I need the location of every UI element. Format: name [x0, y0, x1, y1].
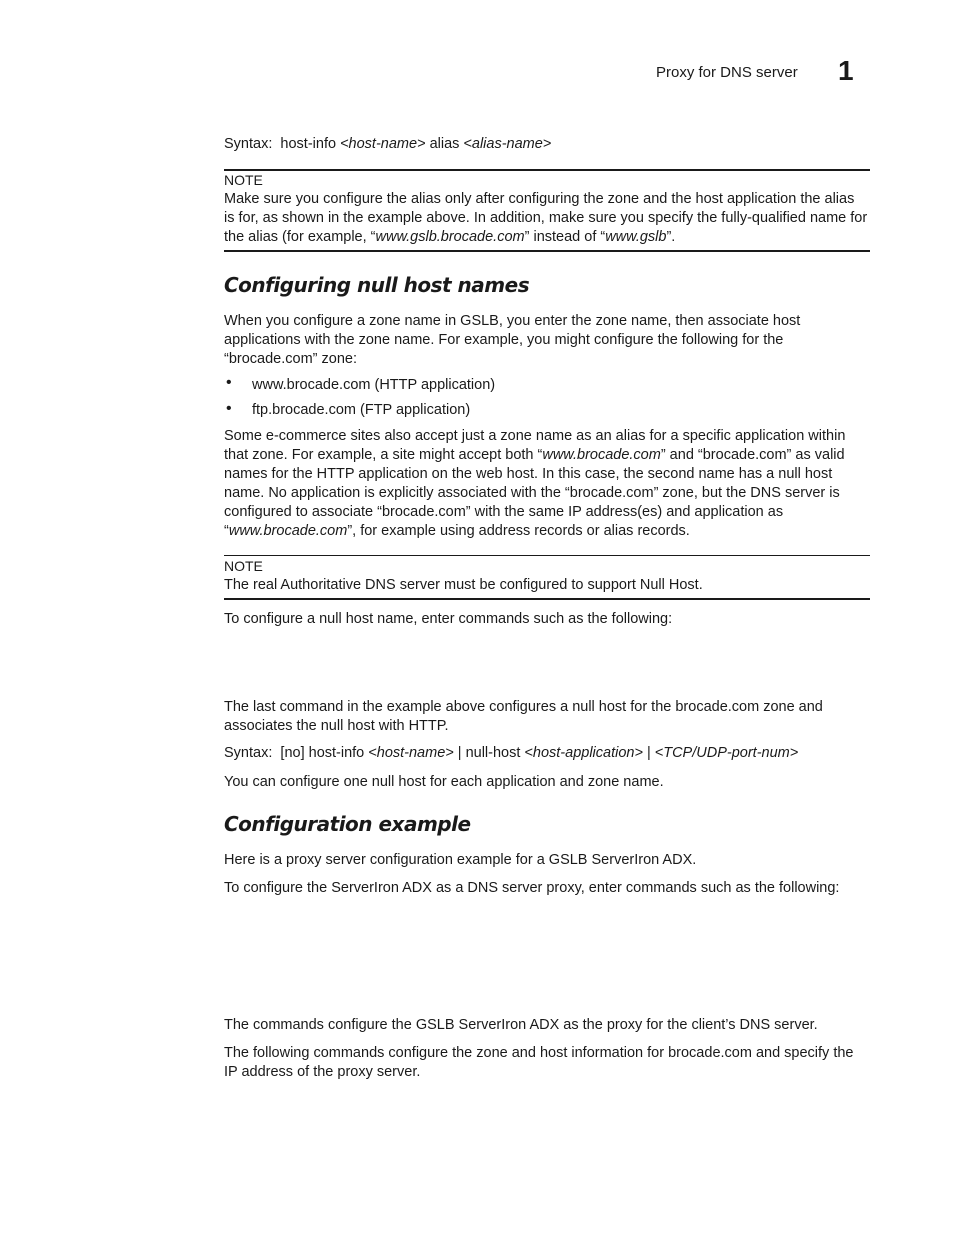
note-line: the alias (for example, “www.gslb.brocade.com” instead of “www.gslb”.	[224, 229, 676, 245]
note-label: NOTE	[224, 172, 263, 188]
note-bottom-rule	[224, 250, 870, 252]
running-header-title: Proxy for DNS server	[656, 64, 798, 81]
paragraph: The following commands configure the zone and host information for brocade.com and specify the IP address of the proxy server.	[224, 1045, 854, 1080]
paragraph: To configure the ServerIron ADX as a DNS server proxy, enter commands such as the following:	[224, 880, 840, 896]
syntax-arg-alias-name: <alias-name>	[463, 136, 552, 152]
bullet-icon: •	[226, 374, 232, 391]
paragraph: The commands configure the GSLB ServerIron ADX as the proxy for the client’s DNS server.	[224, 1017, 818, 1033]
note-top-rule	[224, 555, 870, 556]
bullet-icon: •	[226, 400, 232, 417]
note-bottom-rule	[224, 598, 870, 600]
paragraph: When you configure a zone name in GSLB, you enter the zone name, then associate host applications with the zone name. For example, you might configure the following for the “brocade.com” zone:	[224, 313, 801, 367]
note-line: is for, as shown in the example above. In addition, make sure you specify the fully-qualified name for	[224, 210, 868, 226]
section-heading-config-example: Configuration example	[224, 812, 471, 836]
syntax-arg-host-name: <host-name>	[340, 136, 426, 152]
paragraph: Here is a proxy server configuration example for a GSLB ServerIron ADX.	[224, 852, 697, 868]
paragraph: You can configure one null host for each application and zone name.	[224, 774, 664, 790]
note-text	[224, 190, 872, 247]
syntax-command: host-info	[280, 136, 337, 152]
note-text: The real Authoritative DNS server must be configured to support Null Host.	[224, 577, 703, 593]
note-line: Make sure you configure the alias only after configuring the zone and the host application the alias	[224, 191, 855, 207]
note-top-rule	[224, 169, 870, 171]
syntax-host-info-alias	[224, 136, 551, 152]
section-heading-null-host: Configuring null host names	[224, 273, 530, 297]
paragraph: The last command in the example above configures a null host for the brocade.com zone and associates the null host with HTTP.	[224, 699, 823, 734]
note-label: NOTE	[224, 558, 263, 574]
paragraph: To configure a null host name, enter commands such as the following:	[224, 611, 673, 627]
paragraph: Some e-commerce sites also accept just a zone name as an alias for a specific application within that zone. For example, a site might accept both “www.brocade.com” and “brocade.com” as valid names for the HTTP application on the web host. In this case, the second name has a null host name. No application is explicitly associated with the “brocade.com” zone, but the DNS server is configured to associate “brocade.com” with the same IP address(es) and application as “www.brocade.com”, for example using address records or alias records.	[224, 428, 846, 539]
chapter-number: 1	[838, 55, 854, 86]
syntax-keyword-alias: alias	[429, 136, 460, 152]
syntax-null-host: Syntax: [no] host-info <host-name> | null-host <host-application> | <TCP/UDP-port-num>	[224, 745, 799, 761]
list-item: www.brocade.com (HTTP application)	[252, 377, 496, 393]
syntax-label: Syntax:	[224, 136, 273, 152]
list-item: ftp.brocade.com (FTP application)	[252, 402, 471, 418]
